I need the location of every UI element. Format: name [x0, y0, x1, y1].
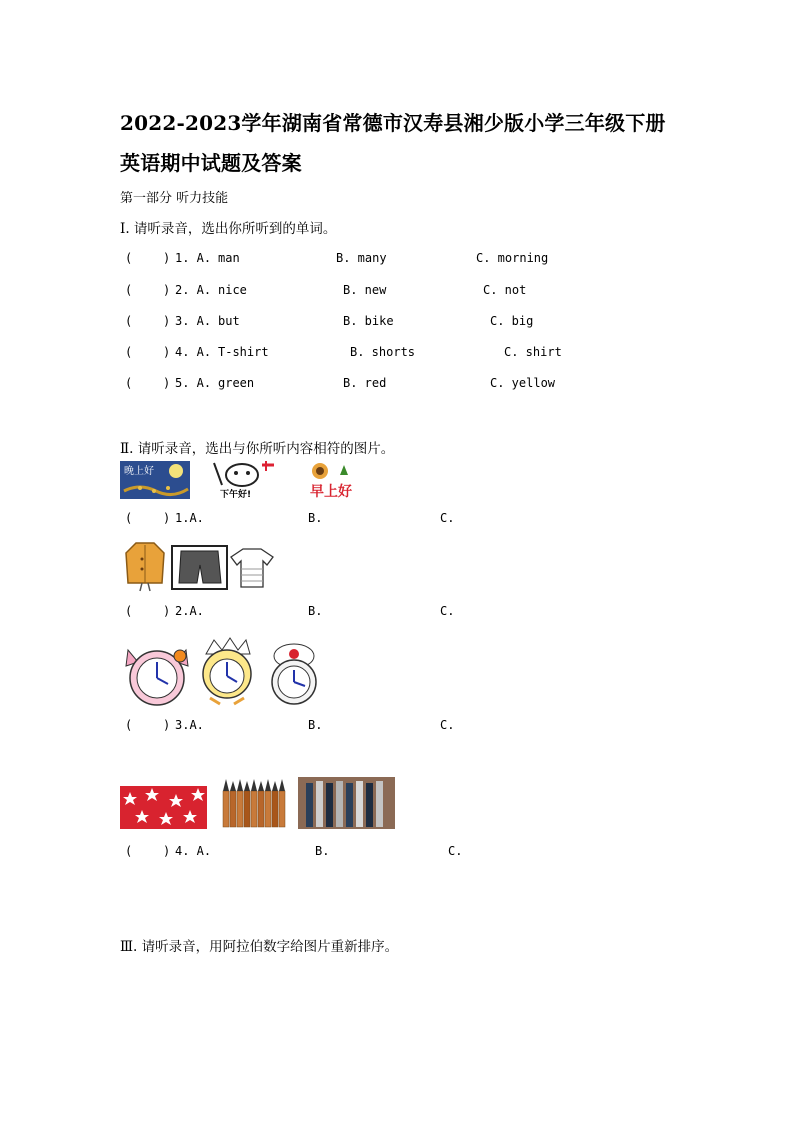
option-b: B. many	[336, 251, 387, 265]
good-evening-image	[120, 461, 190, 499]
part2-heading: Ⅱ. 请听录音，选出与你所听内容相符的图片。	[120, 441, 395, 457]
paren-open: (	[125, 844, 133, 858]
question-row	[125, 345, 725, 363]
paren-close: )	[163, 718, 171, 732]
part3-heading: Ⅲ. 请听录音，用阿拉伯数字给图片重新排序。	[120, 939, 399, 955]
option-b: B.	[315, 844, 330, 858]
chick-clock-image	[198, 636, 256, 706]
doc-title-line2: 英语期中试题及答案	[120, 151, 302, 175]
image-caption: 晚上好	[124, 466, 154, 477]
option-a: nice	[218, 283, 247, 297]
option-b: B.	[308, 511, 323, 525]
question-number: 1. A.	[175, 251, 212, 265]
shorts-image	[171, 545, 228, 590]
doc-title-line1: 2022-2023学年湖南省常德市汉寿县湘少版小学三年级下册	[120, 111, 666, 135]
paren-close: )	[163, 283, 171, 297]
question-row	[125, 314, 725, 332]
option-c: C.	[440, 718, 455, 732]
question-number: 2. A.	[175, 283, 212, 297]
option-c: C. morning	[476, 251, 549, 265]
question-row	[125, 376, 725, 394]
option-a: green	[218, 376, 255, 390]
question-number: 4. A.	[175, 844, 212, 858]
option-c: C. shirt	[504, 345, 562, 359]
paren-close: )	[163, 511, 171, 525]
question-row	[125, 718, 725, 736]
question-number: 3.A.	[175, 718, 204, 732]
option-b: B. bike	[343, 314, 394, 328]
question-number: 2.A.	[175, 604, 204, 618]
paren-close: )	[163, 604, 171, 618]
option-c: C. big	[490, 314, 534, 328]
paren-open: (	[125, 604, 133, 618]
paren-open: (	[125, 376, 133, 390]
paren-close: )	[163, 345, 171, 359]
option-c: C. not	[483, 283, 527, 297]
option-b: B. shorts	[350, 345, 416, 359]
question-number: 3. A.	[175, 314, 212, 328]
pens-image	[298, 777, 395, 829]
coat-image	[122, 539, 168, 593]
dog-clock-image	[261, 640, 327, 706]
option-a: man	[218, 251, 240, 265]
red-star-image	[120, 786, 207, 829]
question-row	[125, 283, 725, 301]
question-row	[125, 604, 725, 622]
paren-open: (	[125, 511, 133, 525]
section-heading: 第一部分 听力技能	[120, 191, 229, 206]
question-row	[125, 251, 725, 269]
paren-open: (	[125, 345, 133, 359]
option-b: B.	[308, 604, 323, 618]
option-a: T-shirt	[218, 345, 269, 359]
paren-open: (	[125, 283, 133, 297]
question-row	[125, 511, 725, 529]
option-b: B.	[308, 718, 323, 732]
part1-heading: Ⅰ. 请听录音，选出你所听到的单词。	[120, 221, 337, 237]
option-c: C.	[448, 844, 463, 858]
cat-clock-image	[120, 640, 195, 708]
paren-open: (	[125, 251, 133, 265]
option-a: but	[218, 314, 240, 328]
question-number: 5. A.	[175, 376, 212, 390]
image-caption: 早上好	[310, 484, 352, 500]
image-caption: 下午好!	[220, 490, 252, 500]
question-number: 4. A.	[175, 345, 212, 359]
question-number: 1.A.	[175, 511, 204, 525]
paren-open: (	[125, 718, 133, 732]
option-b: B. new	[343, 283, 387, 297]
question-row	[125, 844, 725, 862]
paren-close: )	[163, 376, 171, 390]
good-afternoon-image	[204, 459, 276, 501]
paren-close: )	[163, 251, 171, 265]
paren-open: (	[125, 314, 133, 328]
option-b: B. red	[343, 376, 387, 390]
good-morning-image	[304, 461, 384, 501]
paren-close: )	[163, 314, 171, 328]
paren-close: )	[163, 844, 171, 858]
option-c: C.	[440, 511, 455, 525]
shirt-image	[229, 545, 275, 590]
option-c: C. yellow	[490, 376, 556, 390]
option-c: C.	[440, 604, 455, 618]
pencils-image	[219, 777, 295, 829]
